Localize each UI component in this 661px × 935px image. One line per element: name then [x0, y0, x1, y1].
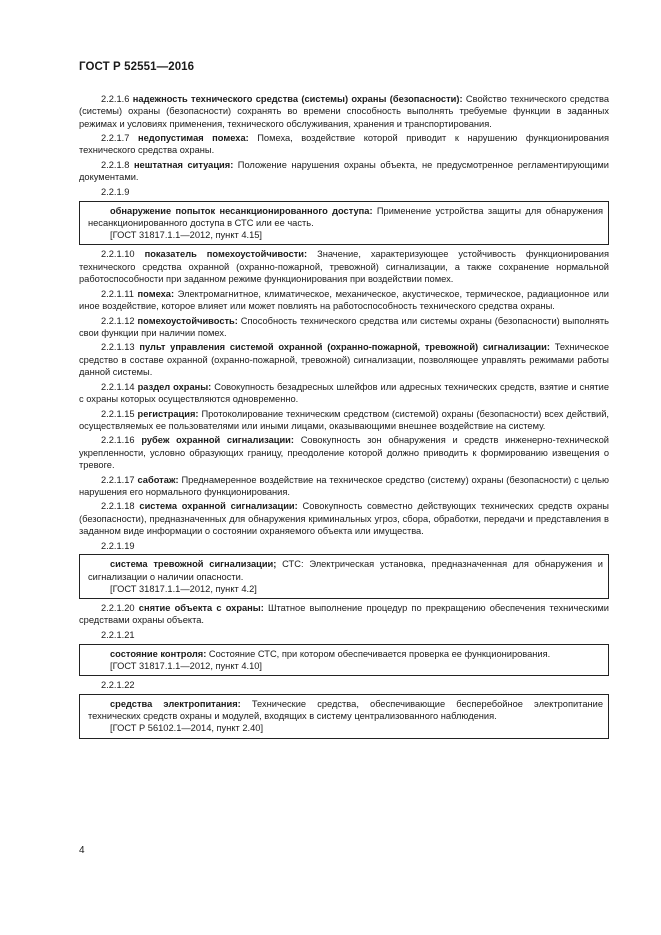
definition-paragraph [79, 434, 609, 471]
clause-number: 2.2.1.21 [101, 630, 135, 641]
definition-paragraph [79, 315, 609, 340]
clause-number: 2.2.1.9 [101, 186, 130, 197]
definition-paragraph [88, 558, 603, 583]
definition-text: Совокупность безадресных шлейфов или адресных технических средств, взятие и снятие с охраны которых осуществляются одновременно. [79, 381, 610, 404]
source-reference: [ГОСТ Р 56102.1—2014, пункт 2.40] [110, 723, 264, 734]
defined-term: раздел охраны: [137, 381, 212, 392]
source-reference: [ГОСТ 31817.1.1—2012, пункт 4.10] [110, 660, 263, 671]
clause-number: 2.2.1.12 [101, 315, 135, 326]
definition-paragraph [79, 93, 609, 130]
quoted-definition-box [79, 694, 609, 739]
defined-term: надежность технического средства (системы) охраны (безопасности): [132, 94, 463, 104]
clause-number: 2.2.1.22 [101, 680, 135, 691]
definition-paragraph [88, 648, 603, 660]
definition-paragraph [79, 132, 609, 157]
clause-number: 2.2.1.6 [101, 94, 130, 104]
definition-text: Протоколирование техническим средством (системой) охраны (безопасности) всех действий, осуществляемых ее пользователями или иными лицами, оказывающими внешнее воздействие на систему. [79, 408, 609, 431]
definition-text: Состояние СТС, при котором обеспечивается проверка ее функционирования. [206, 648, 551, 659]
source-reference: [ГОСТ 31817.1.1—2012, пункт 4.15] [110, 230, 263, 241]
defined-term: состояние контроля: [110, 648, 207, 659]
defined-term: недопустимая помеха: [137, 133, 249, 144]
definition-text: Техническое средство в составе охранной (охранно-пожарной, тревожной) сигнализации, позволяющее управлять режимами работы данной системы. [79, 342, 609, 378]
document-body [79, 93, 609, 742]
definition-text: Применение устройства защиты для обнаружения несанкционированного доступа в СТС или ее часть. [88, 205, 603, 228]
source-reference: [ГОСТ 31817.1.1—2012, пункт 4.2] [110, 583, 257, 594]
definition-text: Помеха, воздействие которой приводит к нарушению функционирования технического средства охраны. [79, 133, 609, 156]
quoted-definition-box [79, 201, 609, 246]
clause-number: 2.2.1.18 [101, 501, 135, 512]
definition-paragraph [88, 698, 603, 723]
definition-text: Свойство технического средства (системы) охраны (безопасности) сохранять во времени способность выполнять требуемые функции в заданных режимах и условиях применения, технического обслуживания, хранения и транспортирования. [79, 94, 609, 129]
clause-number: 2.2.1.16 [101, 435, 135, 446]
defined-term: регистрация: [137, 408, 199, 419]
definition-paragraph [79, 474, 609, 499]
definition-paragraph [79, 500, 609, 537]
defined-term: саботаж: [137, 474, 179, 485]
clause-number: 2.2.1.14 [101, 381, 135, 392]
clause-number: 2.2.1.20 [101, 603, 135, 614]
definition-text: Значение, характеризующее устойчивость функционирования технического средства охранной (охранно-пожарной, тревожной) сигнализации, а также сохранение нормальной работоспособности при заданном режиме функционирования при воздействии помех. [79, 249, 609, 285]
defined-term: снятие объекта с охраны: [138, 603, 264, 614]
defined-term: система охранной сигнализации: [139, 501, 298, 512]
clause-number: 2.2.1.13 [101, 342, 135, 353]
document-header: ГОСТ Р 52551—2016 [79, 61, 195, 73]
definition-paragraph [79, 159, 609, 184]
clause-number: 2.2.1.15 [101, 408, 135, 419]
defined-term: рубеж охранной сигнализации: [141, 435, 294, 446]
clause-number: 2.2.1.7 [101, 133, 130, 144]
definition-paragraph [79, 408, 609, 433]
definition-text: Штатное выполнение процедур по прекращению обеспечения техническими средствами охраны объекта. [79, 603, 610, 626]
clause-number: 2.2.1.17 [101, 474, 135, 485]
defined-term: средства электропитания: [110, 698, 241, 709]
clause-number: 2.2.1.11 [101, 288, 134, 299]
definition-text: Преднамеренное воздействие на техническое средство (систему) охраны (безопасности) с целью нарушения его нормального функционирования. [79, 474, 609, 497]
defined-term: обнаружение попыток несанкционированного доступа: [110, 205, 373, 216]
definition-text: Технические средства, обеспечивающие бесперебойное электропитание технических средств охраны и модулей, входящих в систему централизованного наблюдения. [88, 698, 604, 722]
definition-text: Способность технического средства или системы охраны (безопасности) выполнять свои функции при наличии помех. [79, 315, 609, 338]
quoted-definition-box [79, 554, 609, 599]
defined-term: система тревожной сигнализации; [110, 559, 277, 570]
clause-number: 2.2.1.8 [101, 160, 130, 171]
definition-text: СТС: Электрическая установка, предназначенная для обнаружения и сигнализации о наличии опасности. [88, 559, 603, 582]
definition-paragraph [79, 248, 609, 285]
clause-number: 2.2.1.10 [101, 249, 135, 260]
definition-paragraph [79, 288, 609, 313]
defined-term: помеха: [137, 288, 175, 299]
definition-text: Положение нарушения охраны объекта, не предусмотренное регламентирующими документами. [79, 160, 609, 183]
quoted-definition-box [79, 644, 609, 677]
definition-text: Совокупность зон обнаружения и средств инженерно-технической укрепленности, условно образующих границу, преодоление которой должно приводить к формированию извещения о тревоге. [79, 435, 609, 470]
defined-term: помехоустойчивость: [137, 315, 238, 326]
definition-text: Совокупность совместно действующих технических средств охраны (безопасности), предназначенных для обнаружения криминальных угроз, сбора, обработки, передачи и представления в заданном виде информации о состоянии охраняемого объекта или имущества. [79, 501, 609, 537]
defined-term: показатель помехоустойчивости: [144, 249, 308, 260]
defined-term: нештатная ситуация: [133, 160, 234, 171]
defined-term: пульт управления системой охранной (охранно-пожарной, тревожной) сигнализации: [139, 342, 550, 353]
page-number: 4 [79, 845, 85, 856]
definition-paragraph [79, 341, 609, 378]
definition-text: Электромагнитное, климатическое, механическое, акустическое, термическое, радиационное или иное воздействие, которое влияет или может повлиять на работоспособность технического средства охраны. [79, 288, 609, 311]
clause-number: 2.2.1.19 [101, 540, 135, 551]
definition-paragraph [79, 602, 609, 627]
definition-paragraph [88, 205, 603, 230]
definition-paragraph [79, 381, 609, 406]
